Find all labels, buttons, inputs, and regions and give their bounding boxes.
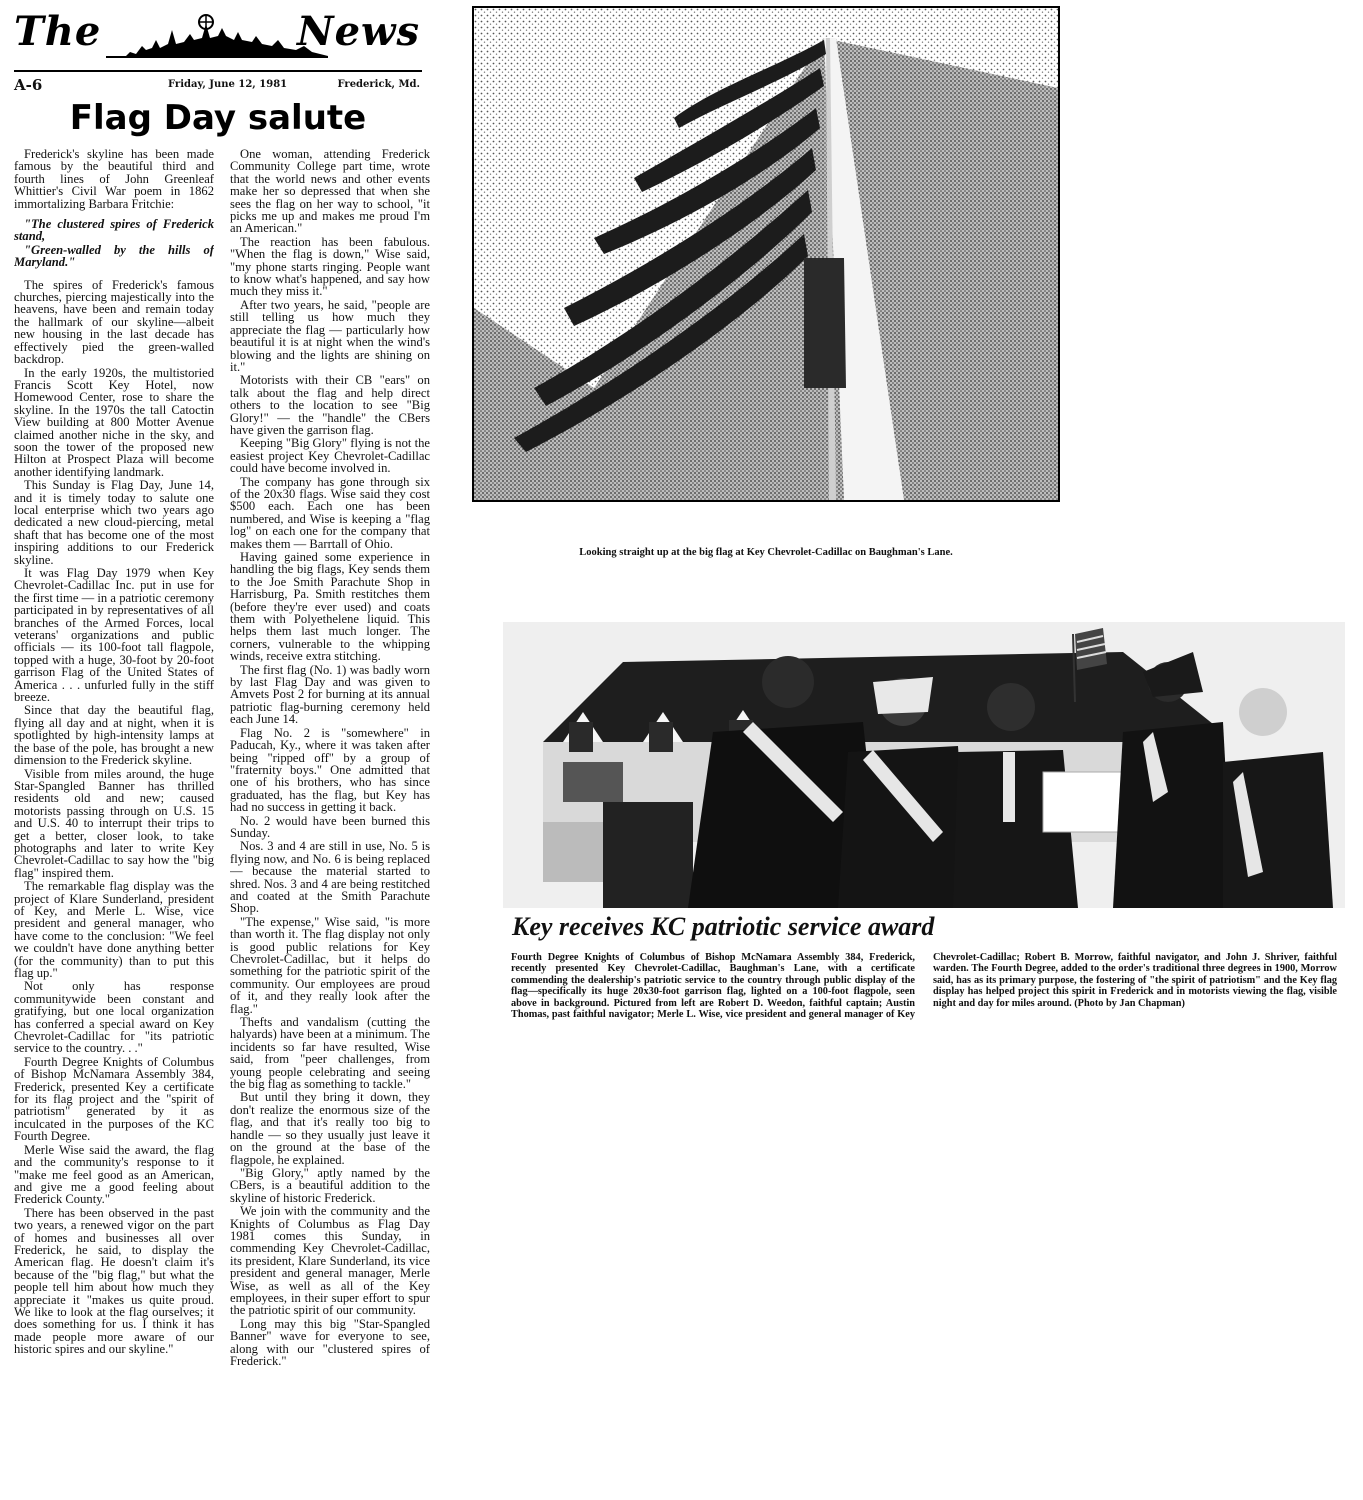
paragraph: The reaction has been fabulous. "When the flag is down," Wise said, "my phone starts ringing. People want to know what's happened, and say how much they miss it." — [230, 234, 430, 299]
paragraph: The remarkable flag display was the project of Klare Sunderland, president of Key, and Merle L. Wise, vice president and general manager, who have come to the conclusion: "We feel we couldn't have done anything better (for the community) than to put this flag up." — [14, 879, 214, 980]
poem-quote: "Green-walled by the hills of Maryland." — [14, 242, 214, 270]
article-headline: Flag Day salute — [69, 98, 367, 138]
paragraph: Merle Wise said the award, the flag and the community's response to it "make me feel good as an American, and give me a good feeling about Frederick County." — [14, 1142, 214, 1207]
award-headline: Key receives KC patriotic service award — [512, 912, 935, 941]
paragraph: No. 2 would have been burned this Sunday. — [230, 813, 430, 840]
paragraph: Frederick's skyline has been made famous by the beautiful third and fourth lines of John Greenleaf Whittier's Civil War poem in 1862 immortalizing Barbara Fritchie: — [14, 148, 214, 211]
paragraph: The first flag (No. 1) was badly worn by last Flag Day and was given to Amvets Post 2 for burning at its annual patriotic flag-burning ceremony held each June 14. — [230, 662, 430, 727]
masthead-news: News — [297, 8, 420, 55]
masthead-the: The — [14, 8, 102, 55]
paragraph: Since that day the beautiful flag, flying all day and at night, when it is spotlighted by high-intensity lamps at the base of the pole, has brought a new dimension to the Frederick skyline. — [14, 703, 214, 768]
page-number: A-6 — [14, 76, 43, 94]
issue-date: Friday, June 12, 1981 — [168, 79, 288, 90]
poem-quote: "The clustered spires of Frederick stand, — [14, 217, 214, 244]
paragraph: The spires of Frederick's famous churches, piercing majestically into the heavens, have been and remain today the hallmark of our skyline—albeit new housing in the last decade has effectively pied the green-walled backdrop. — [14, 277, 214, 367]
skyline-emblem — [106, 10, 328, 64]
paragraph: But until they bring it down, they don't realize the enormous size of the flag, and that it's really too big to handle — so they usually just leave it on the ground at the base of the flagpole, he explained. — [230, 1090, 430, 1167]
paragraph: The company has gone through six of the 20x30 flags. Wise said they cost $500 each. Each one has been numbered, and Wise is keeping a "flag log" on each one for the company that makes them — Barrtall of Ohio. — [230, 474, 430, 551]
award-caption-text: Fourth Degree Knights of Columbus of Bishop McNamara Assembly 384, Frederick, recently presented Key Chevrolet-Cadillac, Baughman's Lane, with a certificate commending the dealership's patriotic service to the country through public display of the flag—specifically its huge 20x30-foot garrison flag, lighted on a 100-foot flagpole, seen above in background. Pictured from left are Robert D. Weedon, faithful captain; Austin Thomas, past faithful navigator; Merle L. Wise, vice president and general manager of Key Chevrolet-Cadillac; Robert B. Morrow, faithful navigator, and John J. Shriver, faithful warden. The Fourth Degree, added to the order's traditional three degrees in 1900, Morrow said, has as its primary purpose, the fostering of "the spirit of patriotism" and the Key flag display has helped project this spirit in Frederick and in motorists viewing the flag, visible night and day for miles around. (Photo by Jan Chapman) — [511, 952, 1337, 1021]
masthead-rule — [14, 70, 422, 72]
paragraph: "The expense," Wise said, "is more than worth it. The flag display not only is good public relations for Key Chevrolet-Cadillac, but it helps do something for the patriotic spirit of the community. Our employees are proud of it, and they really look after the flag." — [230, 914, 430, 1016]
flag-photo — [472, 6, 1060, 502]
paragraph: Fourth Degree Knights of Columbus of Bishop McNamara Assembly 384, Frederick, presented Key a certificate for its flag project and the "spirit of patriotism" generated by it as inculcated in the purposes of the KC Fourth Degree. — [14, 1054, 214, 1144]
paragraph: It was Flag Day 1979 when Key Chevrolet-Cadillac Inc. put in use for the first time — in a patriotic ceremony participated in by representatives of all branches of the Armed Forces, local veterans' organizations and public officials — its 100-foot tall flagpole, topped with a huge, 30-foot by 20-foot garrison Flag of the United States of America . . . unfurled fully in the stiff breeze. — [14, 566, 214, 705]
award-photo-image — [503, 622, 1345, 908]
dateline — [14, 76, 422, 94]
flag-photo-caption: Looking straight up at the big flag at Key Chevrolet-Cadillac on Baughman's Lane. — [579, 547, 953, 558]
article-column-1 — [14, 148, 214, 1488]
paragraph: There has been observed in the past two years, a renewed vigor on the part of homes and businesses all over Frederick, he said, to display the American flag. He doesn't claim it's because of the "big flag," but what the people tell him about how much they appreciate it "makes us quite proud. We like to look at the flag ourselves; it does something for us. I think it has made people more aware of our historic spires and our skyline." — [14, 1205, 214, 1357]
flag-photo-image — [474, 8, 1058, 500]
paragraph: After two years, he said, "people are still telling us how much they appreciate the flag — particularly how beautiful it is at night when the wind's blowing and the lights are shining on it." — [230, 297, 430, 374]
award-caption — [511, 952, 1337, 1042]
paragraph: Having gained some experience in handling the big flags, Key sends them to the Joe Smith Parachute Shop in Harrisburg, Pa. Smith restitches them (before they're ever used) and coats them with Polyethelene liquid. This helps them last much longer. The corners, vulnerable to the whipping winds, receive extra stitching. — [230, 550, 430, 664]
paragraph: "Big Glory," aptly named by the CBers, is a beautiful addition to the skyline of historic Frederick. — [230, 1165, 430, 1205]
article-column-2 — [230, 148, 430, 1488]
paragraph: Flag No. 2 is "somewhere" in Paducah, Ky., where it was taken after being "ripped off" by a group of "fraternity boys." One admitted that one of his brothers, who has since graduated, has the flag, but Key has had no success in getting it back. — [230, 725, 430, 815]
paragraph: Keeping "Big Glory" flying is not the easiest project Key Chevrolet-Cadillac could have become involved in. — [230, 436, 430, 476]
paragraph: Thefts and vandalism (cutting the halyards) have been at a minimum. The incidents so far have resulted, Wise said, from "peer challenges, from young people celebrating and seeing the big flag as something to tackle." — [230, 1015, 430, 1092]
paragraph: One woman, attending Frederick Community College part time, wrote that the world news and other events make her so depressed that when she sees the flag on her way to school, "it picks me up and makes me proud I'm an American." — [230, 148, 430, 236]
award-photo — [503, 622, 1345, 908]
paragraph: This Sunday is Flag Day, June 14, and it is timely today to salute one local enterprise which two years ago dedicated a new cloud-piercing, metal shaft that has become one of the most inspiring additions to our Frederick skyline. — [14, 478, 214, 567]
paragraph: Not only has response communitywide been constant and gratifying, but one local organization has conferred a special award on Key Chevrolet-Cadillac for "its patriotic service to the country. . ." — [14, 979, 214, 1056]
paragraph: We join with the community and the Knights of Columbus as Flag Day 1981 comes this Sunday, in commending Key Chevrolet-Cadillac, its president, Klare Sunderland, its vice president and general manager, Merle Wise, as well as all of the Key employees, in their super effort to spur the patriotic spirit of our community. — [230, 1204, 430, 1318]
paragraph: Long may this big "Star-Spangled Banner" wave for everyone to see, along with our "clustered spires of Frederick." — [230, 1316, 430, 1368]
dateline-place: Frederick, Md. — [337, 79, 420, 90]
paragraph: In the early 1920s, the multistoried Francis Scott Key Hotel, now Homewood Center, rose to share the skyline. In the 1970s the tall Catoctin View building at 800 Motter Avenue claimed another niche in the sky, and soon the tower of the proposed new Hilton at Prospect Plaza will become another identifying landmark. — [14, 365, 214, 479]
paragraph: Nos. 3 and 4 are still in use, No. 5 is flying now, and No. 6 is being replaced — because the material started to shred. Nos. 3 and 4 are being restitched and coated at the Smith Parachute Shop. — [230, 839, 430, 916]
paragraph: Visible from miles around, the huge Star-Spangled Banner has thrilled residents old and new; caused motorists passing through on U.S. 15 and U.S. 40 to interrupt their trips to get a better, closer look, to take photographs and later to write Key Chevrolet-Cadillac to say how the "big flag" inspired them. — [14, 766, 214, 880]
masthead — [14, 4, 422, 70]
paragraph: Motorists with their CB "ears" on talk about the flag and help direct others to the location to see "Big Glory!" — the "handle" the CBers have given the garrison flag. — [230, 373, 430, 437]
